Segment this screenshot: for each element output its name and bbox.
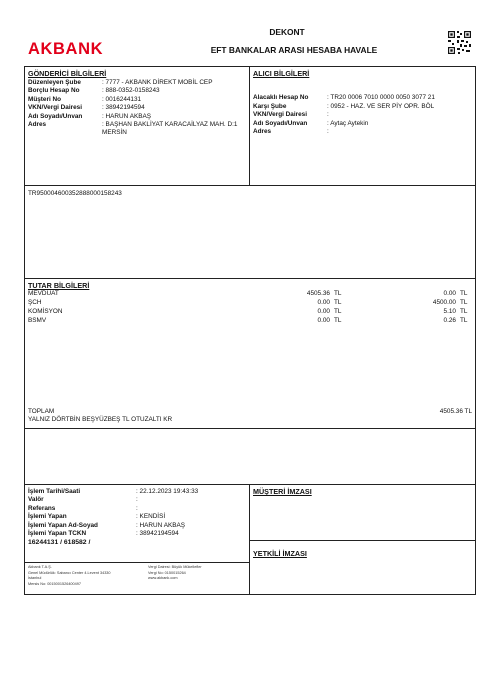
amounts-title: TUTAR BİLGİLERİ bbox=[28, 281, 90, 290]
transaction-field-value: : 38942194594 bbox=[136, 530, 179, 537]
description-box bbox=[24, 186, 476, 279]
akbank-logo: AKBANK bbox=[28, 40, 104, 58]
sender-field-label: VKN/Vergi Dairesi bbox=[28, 104, 82, 111]
signatures bbox=[250, 485, 475, 594]
amount-name: MEVDUAT bbox=[28, 290, 59, 297]
sender-rows bbox=[28, 79, 246, 138]
blank-area bbox=[24, 429, 476, 485]
receiver-field-row bbox=[253, 120, 472, 128]
sender-field-row bbox=[28, 87, 246, 95]
transaction-field-label: Referans bbox=[28, 504, 56, 512]
sender-field-value: : 0016244131 bbox=[102, 95, 142, 103]
parties-section bbox=[24, 66, 476, 186]
customer-signature-label: MÜŞTERİ İMZASI bbox=[253, 487, 312, 496]
transaction-field-label: Valör bbox=[28, 496, 44, 503]
amount-in-words: YALNIZ DÖRTBİN BEŞYÜZBEŞ TL OTUZALTI KR bbox=[28, 416, 173, 423]
receiver-field-value: : 0952 - HAZ. VE SER PİY OPR. BÖL bbox=[327, 102, 435, 110]
sender-field-value: : HARUN AKBAŞ bbox=[102, 112, 152, 120]
transaction-field-row bbox=[28, 496, 246, 504]
sender-field-value: : 888-0352-0158243 bbox=[102, 87, 160, 94]
qr-code-icon bbox=[447, 30, 472, 55]
amount-c1: TL bbox=[334, 308, 342, 315]
sender-field-row bbox=[28, 104, 246, 112]
receiver-field-value: : Aytaç Aytekin bbox=[327, 119, 369, 127]
sender-title: GÖNDERİCİ BİLGİLERİ bbox=[28, 69, 107, 78]
amount-c2: TL bbox=[460, 299, 468, 306]
transaction-field-value: : HARUN AKBAŞ bbox=[136, 521, 186, 529]
footer-line: Akbank T.A.Ş. bbox=[28, 565, 52, 569]
transaction-reference: 16244131 / 618582 / bbox=[28, 538, 91, 546]
transaction-field-value: : bbox=[136, 504, 138, 512]
amount-rows bbox=[28, 290, 472, 326]
transaction-field-label: İşlemi Yapan bbox=[28, 513, 67, 520]
transaction-field-label: İşlemi Yapan TCKN bbox=[28, 530, 87, 537]
transaction-field-label: İşlemi Yapan Ad-Soyad bbox=[28, 521, 98, 529]
amount-c2: TL bbox=[460, 308, 468, 315]
sender-field-value: : BAŞHAN BAKLİYAT KARACAİLYAZ MAH. D:1 MERSİN bbox=[102, 121, 238, 136]
amount-a1: 4505.36 bbox=[306, 290, 330, 297]
total-value: 4505.36 TL bbox=[439, 408, 472, 415]
receiver-field-value: : bbox=[327, 111, 329, 118]
sender-field-label: Borçlu Hesap No bbox=[28, 87, 80, 94]
sender-field-label: Adres bbox=[28, 121, 47, 128]
receiver-rows bbox=[253, 94, 472, 136]
receipt-header bbox=[24, 26, 476, 66]
authorized-signature-label: YETKİLİ İMZASI bbox=[253, 549, 307, 558]
transaction-field-row bbox=[28, 522, 246, 530]
amount-c2: TL bbox=[460, 290, 468, 297]
sender-field-row bbox=[28, 79, 246, 87]
transaction-rows bbox=[28, 488, 246, 539]
footer-line: Mersis No: 0015001526400497 bbox=[28, 582, 81, 587]
bank-footer bbox=[25, 563, 249, 590]
amount-a1: 0.00 bbox=[317, 317, 330, 324]
receiver-field-row bbox=[253, 94, 472, 102]
bank-footer-left bbox=[28, 565, 148, 588]
receiver-field-label: Adı Soyadı/Unvan bbox=[253, 119, 308, 127]
receiver-field-label: Karşı Şube bbox=[253, 102, 287, 110]
amounts-section bbox=[24, 279, 476, 429]
bank-footer-right bbox=[148, 565, 246, 588]
receiver-field-label: VKN/Vergi Dairesi bbox=[253, 111, 307, 118]
amount-c1: TL bbox=[334, 299, 342, 306]
receiver-info bbox=[250, 67, 475, 185]
sender-field-row bbox=[28, 96, 246, 104]
sender-field-label: Müşteri No bbox=[28, 95, 62, 103]
receiver-field-row bbox=[253, 128, 472, 136]
amount-row bbox=[28, 308, 472, 317]
receiver-field-label: Adres bbox=[253, 128, 272, 135]
transaction-section bbox=[24, 485, 476, 595]
amount-name: ŞCH bbox=[28, 299, 42, 306]
amount-c1: TL bbox=[334, 290, 342, 297]
footer-line: Vergi Dairesi: Büyük Mükellefler bbox=[148, 565, 202, 569]
sender-field-row bbox=[28, 121, 246, 137]
amount-row bbox=[28, 299, 472, 308]
footer-line: Vergi No: 0150015264 bbox=[148, 570, 186, 575]
amount-a2: 0.00 bbox=[443, 290, 456, 297]
document-subtitle: EFT BANKALAR ARASI HESABA HAVALE bbox=[210, 45, 378, 55]
footer-line: Genel Müdürlük: Sabancı Center 4.Levent 34330 bbox=[28, 570, 111, 575]
amount-name: BSMV bbox=[28, 317, 47, 324]
footer-line: www.akbank.com bbox=[148, 576, 178, 581]
receiver-field-value: : bbox=[327, 128, 329, 135]
amount-a2: 0.26 bbox=[443, 317, 456, 324]
amount-a1: 0.00 bbox=[317, 308, 330, 315]
transaction-field-label: İşlem Tarihi/Saati bbox=[28, 487, 81, 495]
sender-field-value: : 38942194594 bbox=[102, 104, 145, 111]
receiver-field-row bbox=[253, 103, 472, 111]
sender-field-row bbox=[28, 113, 246, 121]
amount-name: KOMİSYON bbox=[28, 308, 63, 315]
footer-line: İstanbul bbox=[28, 576, 42, 581]
receiver-field-row bbox=[253, 111, 472, 119]
transaction-info bbox=[25, 485, 250, 594]
total-block bbox=[28, 408, 472, 424]
sender-field-label: Adı Soyadı/Unvan bbox=[28, 112, 83, 120]
amount-row bbox=[28, 290, 472, 299]
amount-a2: 4500.00 bbox=[432, 299, 456, 306]
transaction-field-row bbox=[28, 488, 246, 496]
sender-field-label: Düzenleyen Şube bbox=[28, 78, 81, 86]
transaction-field-value: : 22.12.2023 19:43:33 bbox=[136, 487, 199, 495]
receipt-document bbox=[24, 26, 476, 595]
transaction-field-row bbox=[28, 530, 246, 538]
transaction-field-row bbox=[28, 505, 246, 513]
amount-a2: 5.10 bbox=[443, 308, 456, 315]
document-title: DEKONT bbox=[269, 27, 305, 37]
total-label: TOPLAM bbox=[28, 408, 55, 415]
transaction-field-value: : bbox=[136, 496, 138, 503]
receiver-field-value: : TR20 0006 7010 0000 0050 3077 21 bbox=[327, 94, 435, 101]
transaction-field-row bbox=[28, 513, 246, 521]
receiver-field-label: Alacaklı Hesap No bbox=[253, 94, 309, 101]
amount-c1: TL bbox=[334, 317, 342, 324]
amount-row bbox=[28, 317, 472, 326]
amount-c2: TL bbox=[460, 317, 468, 324]
description-text: TR950004600352888000158243 bbox=[28, 190, 122, 197]
amount-a1: 0.00 bbox=[317, 299, 330, 306]
receiver-title: ALICI BİLGİLERİ bbox=[253, 69, 310, 78]
sender-info bbox=[25, 67, 250, 185]
transaction-field-value: : KENDİSİ bbox=[136, 513, 166, 520]
sender-field-value: : 7777 - AKBANK DİREKT MOBİL CEP bbox=[102, 78, 213, 86]
